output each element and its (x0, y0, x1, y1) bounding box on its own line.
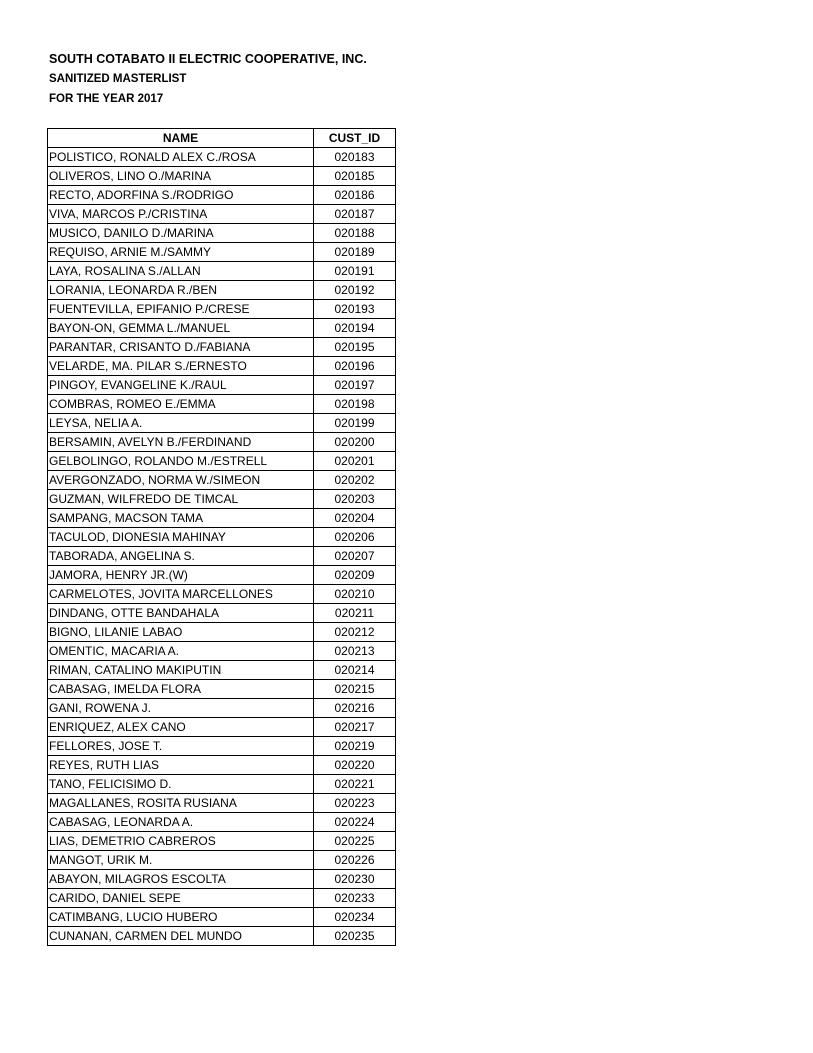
table-row (48, 186, 396, 205)
cell-name: TABORADA, ANGELINA S. (48, 547, 314, 566)
column-header-name: NAME (48, 129, 314, 148)
document-year-line: FOR THE YEAR 2017 (49, 93, 164, 105)
cell-cust-id: 020189 (314, 243, 396, 262)
cell-name: ABAYON, MILAGROS ESCOLTA (48, 870, 314, 889)
table-row (48, 699, 396, 718)
cell-cust-id: 020185 (314, 167, 396, 186)
table-row (48, 813, 396, 832)
table-row (48, 908, 396, 927)
table-row (48, 357, 396, 376)
cell-name: CABASAG, LEONARDA A. (48, 813, 314, 832)
cell-name: BERSAMIN, AVELYN B./FERDINAND (48, 433, 314, 452)
cell-name: GELBOLINGO, ROLANDO M./ESTRELL (48, 452, 314, 471)
cell-name: REQUISO, ARNIE M./SAMMY (48, 243, 314, 262)
table-body (48, 148, 396, 946)
document-header (49, 50, 367, 110)
cell-name: VIVA, MARCOS P./CRISTINA (48, 205, 314, 224)
cell-name: TANO, FELICISIMO D. (48, 775, 314, 794)
cell-cust-id: 020210 (314, 585, 396, 604)
cell-name: AVERGONZADO, NORMA W./SIMEON (48, 471, 314, 490)
table-row (48, 490, 396, 509)
cell-name: TACULOD, DIONESIA MAHINAY (48, 528, 314, 547)
cell-cust-id: 020220 (314, 756, 396, 775)
cell-name: BIGNO, LILANIE LABAO (48, 623, 314, 642)
cell-name: MAGALLANES, ROSITA RUSIANA (48, 794, 314, 813)
table-row (48, 718, 396, 737)
cell-name: GANI, ROWENA J. (48, 699, 314, 718)
cell-name: VELARDE, MA. PILAR S./ERNESTO (48, 357, 314, 376)
table-row (48, 148, 396, 167)
cell-name: CARIDO, DANIEL SEPE (48, 889, 314, 908)
table-row (48, 509, 396, 528)
table-row (48, 452, 396, 471)
table-row (48, 205, 396, 224)
cell-cust-id: 020212 (314, 623, 396, 642)
table-row (48, 281, 396, 300)
cell-cust-id: 020219 (314, 737, 396, 756)
table-row (48, 661, 396, 680)
cell-cust-id: 020224 (314, 813, 396, 832)
cell-cust-id: 020194 (314, 319, 396, 338)
cell-name: CATIMBANG, LUCIO HUBERO (48, 908, 314, 927)
cell-name: ENRIQUEZ, ALEX CANO (48, 718, 314, 737)
table-row (48, 319, 396, 338)
cell-cust-id: 020203 (314, 490, 396, 509)
cell-cust-id: 020209 (314, 566, 396, 585)
table-row (48, 243, 396, 262)
cell-cust-id: 020186 (314, 186, 396, 205)
table-row (48, 433, 396, 452)
cell-name: RIMAN, CATALINO MAKIPUTIN (48, 661, 314, 680)
cell-name: CABASAG, IMELDA FLORA (48, 680, 314, 699)
cell-name: FUENTEVILLA, EPIFANIO P./CRESE (48, 300, 314, 319)
cell-name: LAYA, ROSALINA S./ALLAN (48, 262, 314, 281)
table-row (48, 566, 396, 585)
table-row (48, 832, 396, 851)
cell-cust-id: 020230 (314, 870, 396, 889)
table-row (48, 756, 396, 775)
table-row (48, 262, 396, 281)
table-row (48, 642, 396, 661)
column-header-cust-id: CUST_ID (314, 129, 396, 148)
table-row (48, 775, 396, 794)
cell-cust-id: 020198 (314, 395, 396, 414)
table-row (48, 224, 396, 243)
cell-name: RECTO, ADORFINA S./RODRIGO (48, 186, 314, 205)
cell-cust-id: 020233 (314, 889, 396, 908)
masterlist-table (47, 128, 396, 946)
cell-name: PINGOY, EVANGELINE K./RAUL (48, 376, 314, 395)
table-row (48, 794, 396, 813)
cell-name: POLISTICO, RONALD ALEX C./ROSA (48, 148, 314, 167)
cell-cust-id: 020204 (314, 509, 396, 528)
cell-cust-id: 020192 (314, 281, 396, 300)
cell-cust-id: 020187 (314, 205, 396, 224)
document-subtitle: SANITIZED MASTERLIST (49, 73, 187, 85)
table-row (48, 870, 396, 889)
table-row (48, 414, 396, 433)
cell-name: MUSICO, DANILO D./MARINA (48, 224, 314, 243)
cell-name: LORANIA, LEONARDA R./BEN (48, 281, 314, 300)
cell-cust-id: 020183 (314, 148, 396, 167)
cell-cust-id: 020193 (314, 300, 396, 319)
cell-cust-id: 020201 (314, 452, 396, 471)
cell-name: SAMPANG, MACSON TAMA (48, 509, 314, 528)
cell-cust-id: 020235 (314, 927, 396, 946)
cell-name: OMENTIC, MACARIA A. (48, 642, 314, 661)
cell-name: LEYSA, NELIA A. (48, 414, 314, 433)
table-row (48, 471, 396, 490)
cell-cust-id: 020200 (314, 433, 396, 452)
table-row (48, 300, 396, 319)
table-row (48, 737, 396, 756)
cell-cust-id: 020225 (314, 832, 396, 851)
cell-cust-id: 020196 (314, 357, 396, 376)
cell-cust-id: 020217 (314, 718, 396, 737)
cell-cust-id: 020195 (314, 338, 396, 357)
cell-name: DINDANG, OTTE BANDAHALA (48, 604, 314, 623)
cell-name: LIAS, DEMETRIO CABREROS (48, 832, 314, 851)
table-row (48, 680, 396, 699)
cell-cust-id: 020211 (314, 604, 396, 623)
cell-name: OLIVEROS, LINO O./MARINA (48, 167, 314, 186)
cell-cust-id: 020216 (314, 699, 396, 718)
cell-name: JAMORA, HENRY JR.(W) (48, 566, 314, 585)
cell-name: CARMELOTES, JOVITA MARCELLONES (48, 585, 314, 604)
cell-name: BAYON-ON, GEMMA L./MANUEL (48, 319, 314, 338)
table-row (48, 167, 396, 186)
cell-name: GUZMAN, WILFREDO DE TIMCAL (48, 490, 314, 509)
cell-cust-id: 020199 (314, 414, 396, 433)
table-header-row (48, 129, 396, 148)
cell-name: COMBRAS, ROMEO E./EMMA (48, 395, 314, 414)
cell-name: FELLORES, JOSE T. (48, 737, 314, 756)
table-row (48, 585, 396, 604)
cell-cust-id: 020214 (314, 661, 396, 680)
cell-name: PARANTAR, CRISANTO D./FABIANA (48, 338, 314, 357)
table-row (48, 547, 396, 566)
table-row (48, 338, 396, 357)
table-row (48, 604, 396, 623)
cell-cust-id: 020215 (314, 680, 396, 699)
cell-cust-id: 020188 (314, 224, 396, 243)
table-row (48, 851, 396, 870)
cell-cust-id: 020197 (314, 376, 396, 395)
cell-name: MANGOT, URIK M. (48, 851, 314, 870)
cell-name: CUNANAN, CARMEN DEL MUNDO (48, 927, 314, 946)
table-row (48, 623, 396, 642)
cell-cust-id: 020234 (314, 908, 396, 927)
table-row (48, 376, 396, 395)
organization-name: SOUTH COTABATO II ELECTRIC COOPERATIVE, INC. (49, 52, 367, 66)
table-row (48, 528, 396, 547)
table-row (48, 927, 396, 946)
cell-cust-id: 020202 (314, 471, 396, 490)
table-row (48, 395, 396, 414)
cell-cust-id: 020223 (314, 794, 396, 813)
cell-cust-id: 020221 (314, 775, 396, 794)
cell-cust-id: 020191 (314, 262, 396, 281)
cell-cust-id: 020213 (314, 642, 396, 661)
table-row (48, 889, 396, 908)
cell-cust-id: 020206 (314, 528, 396, 547)
cell-cust-id: 020207 (314, 547, 396, 566)
cell-cust-id: 020226 (314, 851, 396, 870)
cell-name: REYES, RUTH LIAS (48, 756, 314, 775)
